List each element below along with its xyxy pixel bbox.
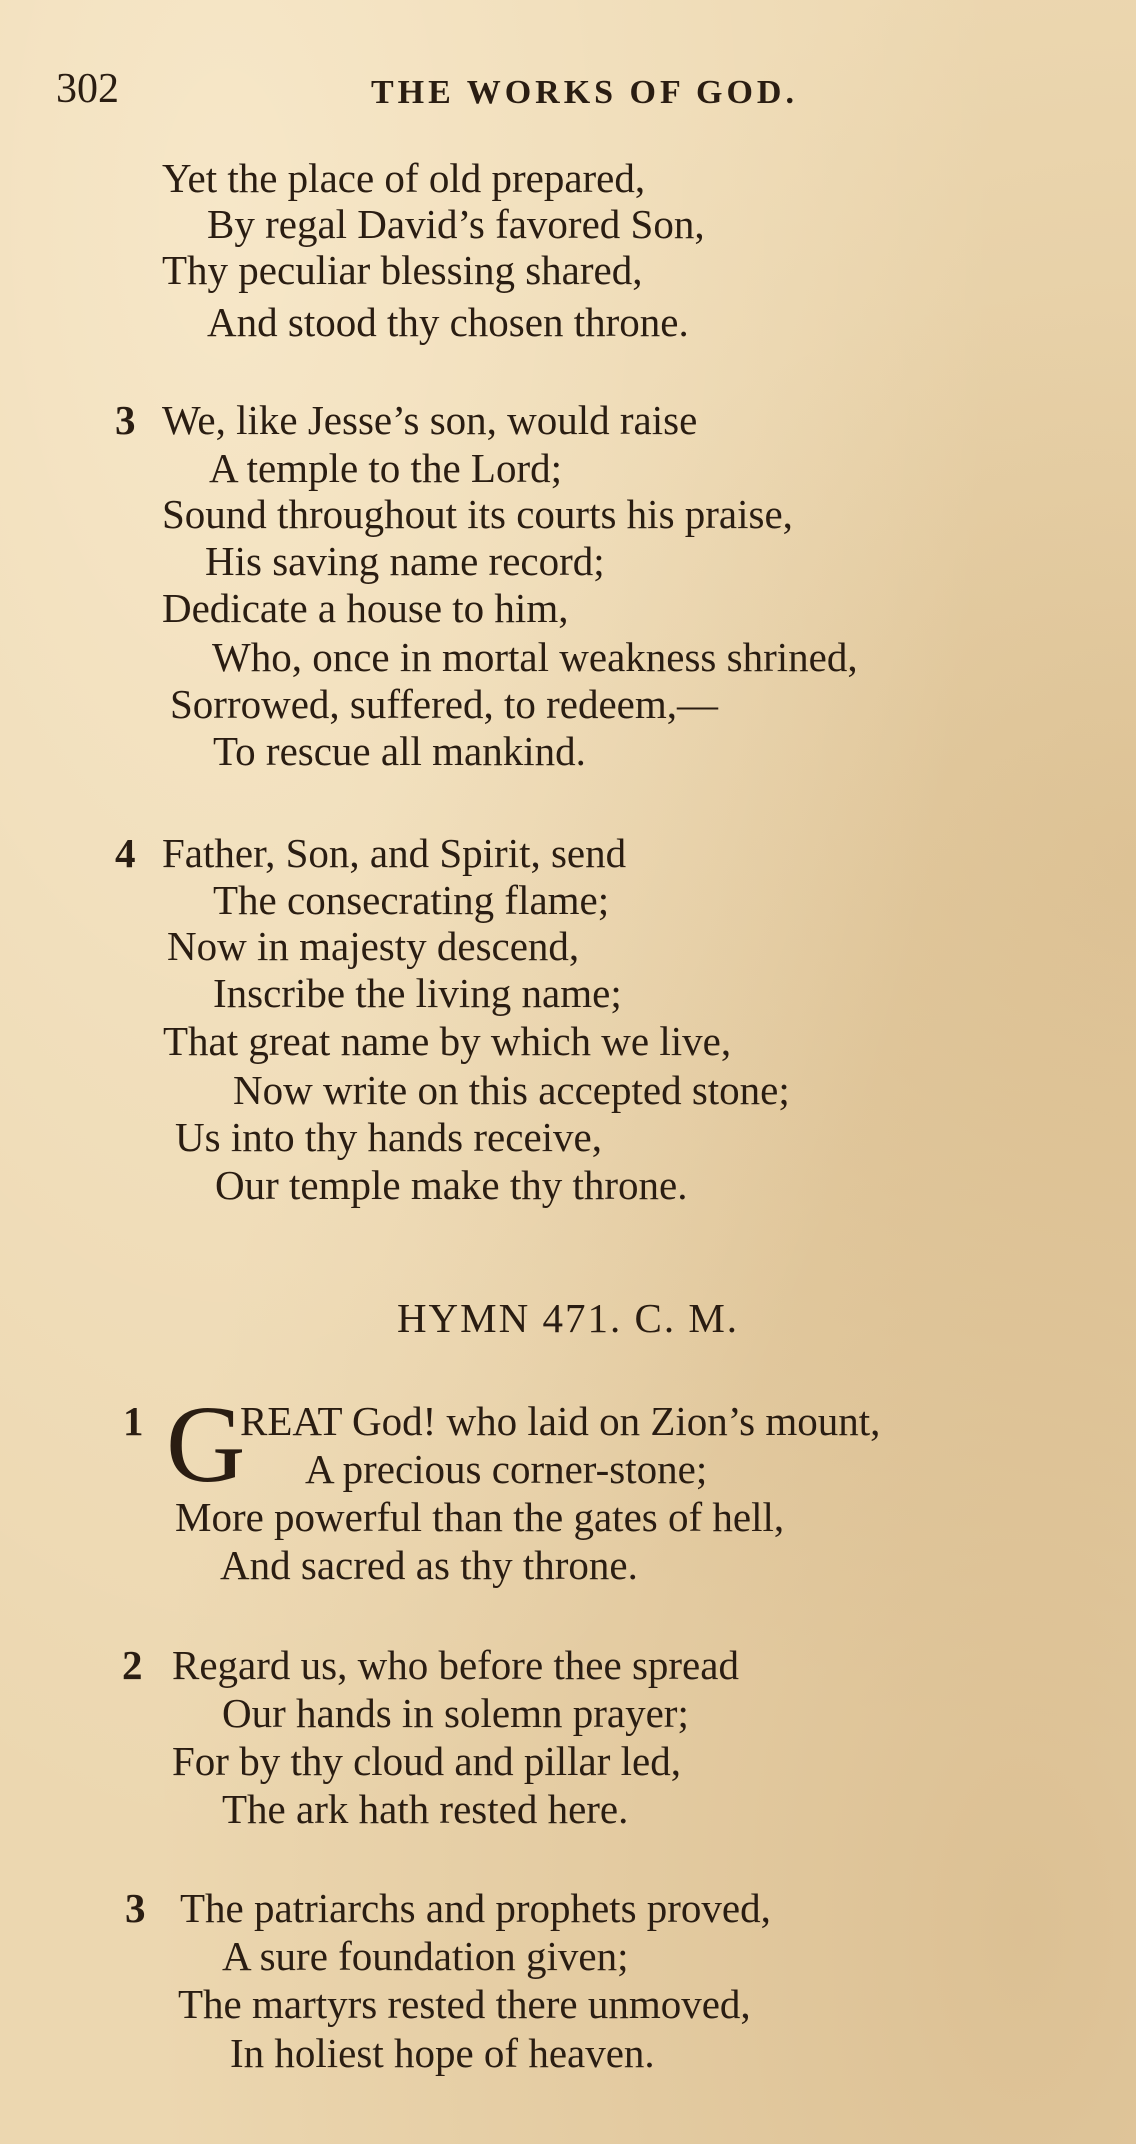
hymn-title: HYMN 471. C. M. (396, 1295, 740, 1341)
page-number: 302 (56, 66, 119, 112)
verse-line: Now in majesty descend, (167, 923, 580, 969)
drop-cap: G (166, 1383, 246, 1505)
verse-line: REAT God! who laid on Zion’s mount, (240, 1398, 881, 1444)
verse-line: Us into thy hands receive, (175, 1114, 602, 1160)
verse-line: Thy peculiar blessing shared, (162, 247, 643, 293)
verse-line: We, like Jesse’s son, would raise (162, 397, 698, 443)
running-title: THE WORKS OF GOD. (371, 74, 798, 111)
verse-line: That great name by which we live, (163, 1018, 732, 1064)
verse-line: The consecrating flame; (213, 877, 610, 923)
verse-line: To rescue all mankind. (213, 728, 586, 774)
verse-line: Father, Son, and Spirit, send (162, 830, 627, 876)
verse-line: Now write on this accepted stone; (233, 1067, 790, 1113)
verse-line: A sure foundation given; (222, 1933, 629, 1979)
verse-line: Regard us, who before thee spread (172, 1642, 739, 1688)
verse-number: 1 (123, 1398, 144, 1444)
verse-line: In holiest hope of heaven. (230, 2030, 655, 2076)
verse-line: The martyrs rested there unmoved, (178, 1981, 751, 2027)
verse-line: Sorrowed, suffered, to redeem,— (170, 681, 719, 727)
verse-line: A precious corner-stone; (305, 1446, 708, 1492)
verse-number: 2 (122, 1642, 143, 1688)
verse-line: His saving name record; (205, 538, 605, 584)
verse-line: By regal David’s favored Son, (207, 201, 705, 247)
verse-line: Dedicate a house to him, (162, 585, 569, 631)
verse-line: Inscribe the living name; (213, 970, 622, 1016)
verse-line: Our hands in solemn prayer; (222, 1690, 689, 1736)
verse-line: A temple to the Lord; (209, 445, 562, 491)
verse-number: 4 (115, 830, 136, 876)
verse-line: More powerful than the gates of hell, (175, 1494, 785, 1540)
running-head (56, 64, 1096, 114)
verse-line: For by thy cloud and pillar led, (172, 1738, 681, 1784)
verse-line: And stood thy chosen throne. (207, 299, 689, 345)
verse-line: Who, once in mortal weakness shrined, (212, 634, 858, 680)
verse-line: Yet the place of old prepared, (162, 155, 646, 201)
verse-number: 3 (115, 397, 136, 443)
verse-line: The patriarchs and prophets proved, (180, 1885, 771, 1931)
verse-line: Sound throughout its courts his praise, (162, 491, 793, 537)
verse-line: And sacred as thy throne. (220, 1542, 638, 1588)
verse-line: Our temple make thy throne. (215, 1162, 688, 1208)
verse-number: 3 (125, 1885, 146, 1931)
verse-line: The ark hath rested here. (222, 1786, 629, 1832)
